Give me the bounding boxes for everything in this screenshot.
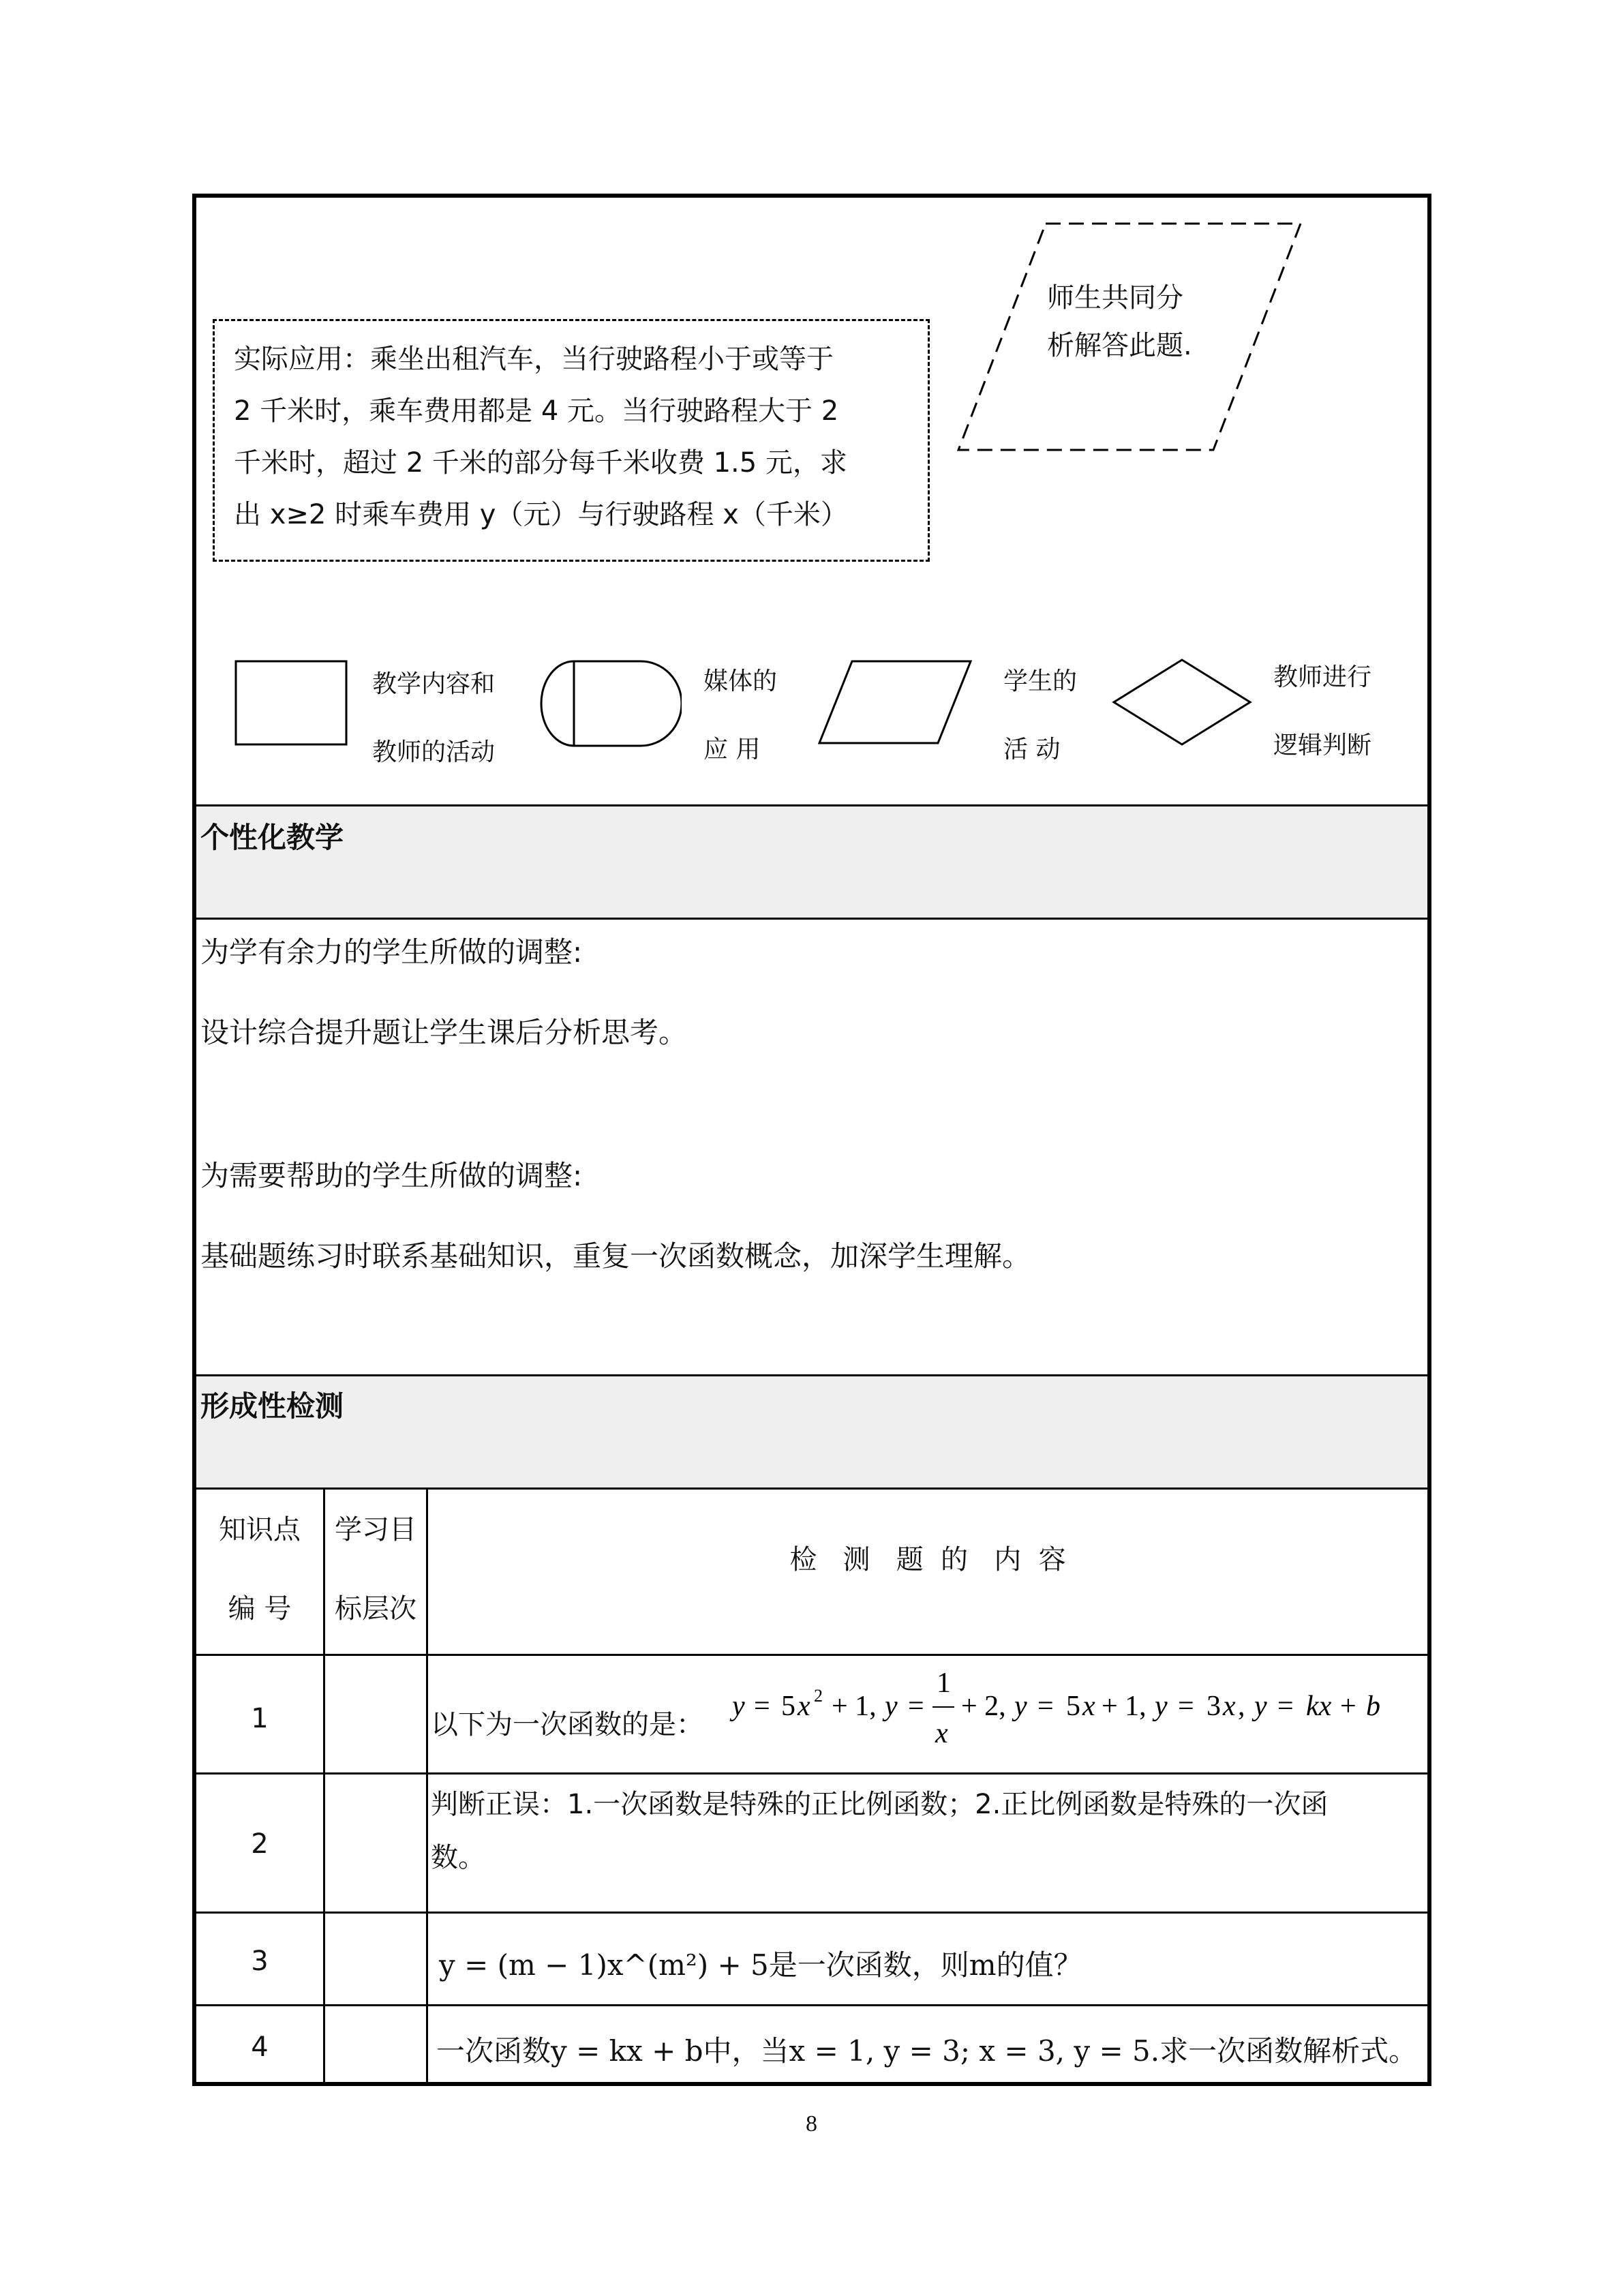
svg-text:+ 1,: + 1, (1102, 1691, 1147, 1722)
row-3-content: y = (m − 1)x^(m²) + 5是一次函数，则m的值？ (439, 1948, 1082, 1982)
svg-text:y: y (732, 1691, 745, 1722)
diamond-legend-line-2: 逻辑判断 (1273, 731, 1372, 759)
row-1-prefix: 以下为一次函数的是： (431, 1709, 703, 1740)
svg-text:=: = (1277, 1691, 1294, 1722)
svg-text:y: y (1014, 1691, 1027, 1722)
svg-text:1: 1 (937, 1667, 951, 1699)
media-legend-icon (539, 659, 682, 751)
col-header-level (325, 1490, 426, 1648)
svg-text:2: 2 (814, 1686, 823, 1706)
rect-legend-line-2: 教师的活动 (372, 738, 496, 766)
page-frame (192, 194, 1431, 2086)
media-legend-line-1: 媒体的 (703, 667, 778, 695)
col-header-knowledge-line-1: 知识点 (219, 1514, 301, 1545)
svg-text:y: y (1155, 1691, 1168, 1722)
row-4-number: 4 (251, 2031, 269, 2063)
svg-text:x: x (798, 1691, 810, 1722)
section-header-bg (196, 1376, 1427, 1488)
teacher-note (1047, 274, 1192, 369)
svg-text:3: 3 (1207, 1691, 1221, 1722)
svg-text:y: y (1254, 1691, 1267, 1722)
diamond-legend-label (1273, 644, 1371, 780)
application-box (213, 319, 930, 562)
col-header-knowledge-line-2: 编 号 (228, 1593, 292, 1625)
row-1-formula (729, 1662, 1418, 1757)
application-line-2: 2 千米时，乘车费用都是 4 元。当行驶路程大于 2 (234, 395, 839, 427)
svg-text:x: x (1223, 1691, 1236, 1722)
row-1-number: 1 (251, 1703, 269, 1734)
application-line-4: 出 x≥2 时乘车费用 y（元）与行驶路程 x（千米） (234, 499, 848, 530)
student-legend-label (1003, 648, 1077, 784)
student-legend-line-1: 学生的 (1003, 667, 1078, 695)
table-row-divider (196, 1772, 1427, 1774)
svg-text:x: x (935, 1718, 948, 1749)
row-4-content: 一次函数y = kx + b中，当x = 1, y = 3; x = 3, y = 5.求一次函数解析式。 (436, 2034, 1418, 2068)
row-2-content (431, 1778, 1328, 1884)
teacher-note-line-1: 师生共同分 (1047, 282, 1183, 314)
col-header-content: 检 测 题 的 内 容 (789, 1544, 1066, 1575)
divider (196, 1487, 1427, 1490)
advanced-text: 设计综合提升题让学生课后分析思考。 (200, 1016, 688, 1049)
svg-text:kx: kx (1306, 1691, 1332, 1722)
section-header-bg (196, 806, 1427, 918)
row-3-number: 3 (251, 1946, 269, 1977)
rect-legend-line-1: 教学内容和 (372, 670, 496, 698)
student-legend-icon (818, 659, 975, 747)
svg-text:=: = (908, 1691, 924, 1722)
diamond-legend-icon (1111, 657, 1254, 749)
svg-text:=: = (1037, 1691, 1054, 1722)
row-1-content (431, 1703, 703, 1742)
col-header-knowledge (196, 1490, 323, 1648)
support-heading: 为需要帮助的学生所做的调整: (200, 1159, 583, 1192)
media-legend-line-2: 应 用 (703, 736, 761, 764)
svg-text:b: b (1366, 1691, 1380, 1722)
svg-text:+ 2,: + 2, (961, 1691, 1006, 1722)
row-2-line-2: 数。 (431, 1842, 485, 1873)
rect-legend-label (372, 650, 495, 787)
application-line-3: 千米时，超过 2 千米的部分每千米收费 1.5 元，求 (234, 447, 847, 479)
divider (196, 918, 1427, 920)
svg-text:,: , (1238, 1691, 1245, 1722)
row-2-number: 2 (251, 1828, 269, 1860)
diamond-legend-line-1: 教师进行 (1273, 663, 1372, 691)
rect-legend-icon (234, 660, 350, 749)
col-header-level-line-1: 学习目 (335, 1514, 416, 1545)
svg-text:x: x (1082, 1691, 1095, 1722)
table-col-divider (426, 1487, 428, 2086)
table-row-divider (196, 2004, 1427, 2006)
svg-text:=: = (754, 1691, 770, 1722)
assessment-title: 形成性检测 (200, 1389, 344, 1423)
svg-text:5: 5 (781, 1691, 795, 1722)
table-row-divider (196, 1654, 1427, 1656)
svg-text:y: y (885, 1691, 898, 1722)
col-header-level-line-2: 标层次 (335, 1593, 416, 1625)
personalized-title: 个性化教学 (200, 821, 344, 854)
svg-text:+ 1,: + 1, (832, 1691, 877, 1722)
application-line-1: 实际应用：乘坐出租汽车，当行驶路程小于或等于 (234, 344, 834, 375)
page-number: 8 (806, 2111, 817, 2136)
row-2-line-1: 判断正误：1.一次函数是特殊的正比例函数；2.正比例函数是特殊的一次函 (431, 1789, 1329, 1820)
advanced-heading: 为学有余力的学生所做的调整: (200, 935, 583, 969)
svg-text:+: + (1340, 1691, 1356, 1722)
teacher-note-line-2: 析解答此题. (1047, 330, 1192, 361)
table-row-divider (196, 1912, 1427, 1914)
svg-text:5: 5 (1066, 1691, 1080, 1722)
svg-text:=: = (1178, 1691, 1194, 1722)
support-text: 基础题练习时联系基础知识，重复一次函数概念，加深学生理解。 (200, 1239, 1031, 1273)
student-legend-line-2: 活 动 (1003, 736, 1061, 764)
media-legend-label (703, 648, 777, 784)
